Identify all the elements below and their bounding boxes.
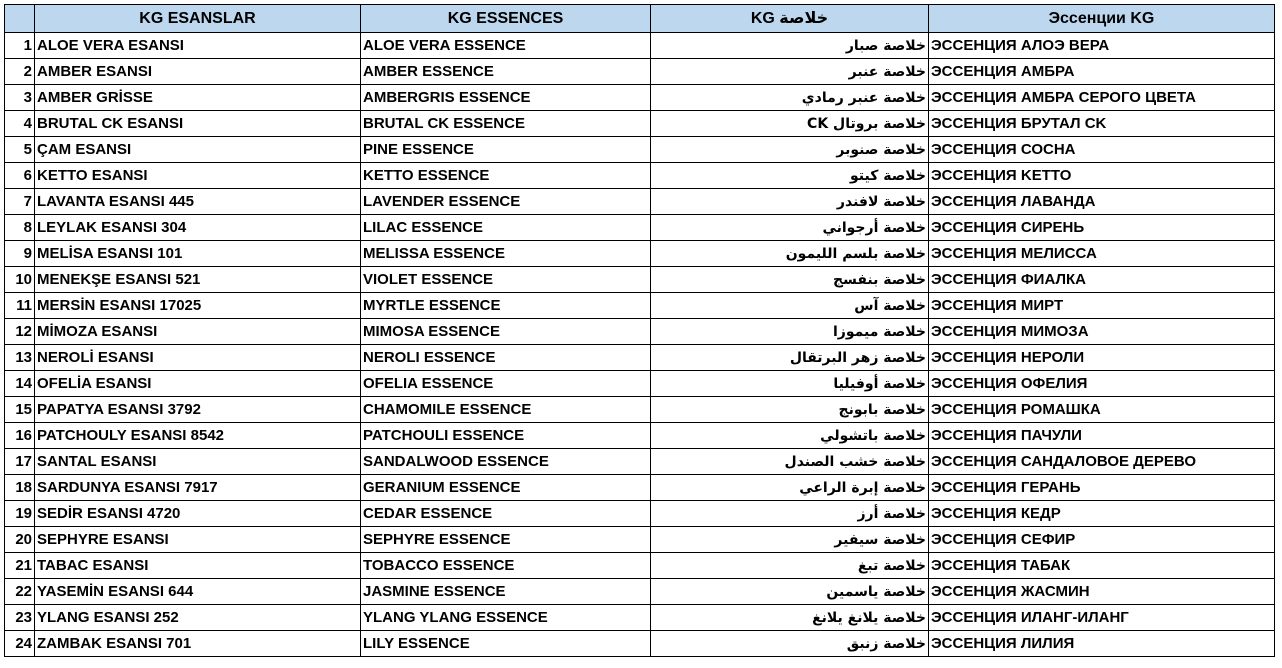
header-ar: KG خلاصة: [651, 5, 929, 33]
cell-english[interactable]: MELISSA ESSENCE: [361, 241, 651, 267]
table-row: [5, 475, 1275, 501]
table-row: [5, 371, 1275, 397]
header-row: [5, 5, 1275, 33]
row-number[interactable]: 22: [5, 579, 35, 605]
table-row: [5, 293, 1275, 319]
cell-english[interactable]: TOBACCO ESSENCE: [361, 553, 651, 579]
cell-russian[interactable]: ЭССЕНЦИЯ ОФЕЛИЯ: [929, 371, 1275, 397]
row-number[interactable]: 2: [5, 59, 35, 85]
cell-russian[interactable]: ЭССЕНЦИЯ KETTO: [929, 163, 1275, 189]
cell-russian[interactable]: ЭССЕНЦИЯ МИРТ: [929, 293, 1275, 319]
cell-turkish[interactable]: TABAC ESANSI: [35, 553, 361, 579]
cell-arabic[interactable]: خلاصة يلانغ يلانغ: [651, 605, 929, 631]
cell-russian[interactable]: ЭССЕНЦИЯ МИМОЗА: [929, 319, 1275, 345]
cell-english[interactable]: AMBERGRIS ESSENCE: [361, 85, 651, 111]
cell-russian[interactable]: ЭССЕНЦИЯ ЛИЛИЯ: [929, 631, 1275, 657]
cell-arabic[interactable]: خلاصة أرجواني: [651, 215, 929, 241]
table-row: [5, 631, 1275, 657]
cell-arabic[interactable]: خلاصة عنبر: [651, 59, 929, 85]
cell-english[interactable]: KETTO ESSENCE: [361, 163, 651, 189]
table-row: [5, 241, 1275, 267]
cell-russian[interactable]: ЭССЕНЦИЯ АЛОЭ ВЕРА: [929, 33, 1275, 59]
cell-turkish[interactable]: SANTAL ESANSI: [35, 449, 361, 475]
cell-russian[interactable]: ЭССЕНЦИЯ РОМАШКА: [929, 397, 1275, 423]
cell-turkish[interactable]: LEYLAK ESANSI 304: [35, 215, 361, 241]
row-number[interactable]: 24: [5, 631, 35, 657]
table-row: [5, 423, 1275, 449]
cell-turkish[interactable]: KETTO ESANSI: [35, 163, 361, 189]
cell-turkish[interactable]: LAVANTA ESANSI 445: [35, 189, 361, 215]
table-row: [5, 59, 1275, 85]
cell-russian[interactable]: ЭССЕНЦИЯ ИЛАНГ-ИЛАНГ: [929, 605, 1275, 631]
cell-turkish[interactable]: ZAMBAK ESANSI 701: [35, 631, 361, 657]
row-number[interactable]: 10: [5, 267, 35, 293]
cell-arabic[interactable]: خلاصة أوفيليا: [651, 371, 929, 397]
row-number[interactable]: 18: [5, 475, 35, 501]
table-row: [5, 111, 1275, 137]
row-number[interactable]: 1: [5, 33, 35, 59]
cell-english[interactable]: LILY ESSENCE: [361, 631, 651, 657]
cell-russian[interactable]: ЭССЕНЦИЯ КЕДР: [929, 501, 1275, 527]
row-number[interactable]: 8: [5, 215, 35, 241]
row-number[interactable]: 14: [5, 371, 35, 397]
row-number[interactable]: 23: [5, 605, 35, 631]
cell-turkish[interactable]: ALOE VERA ESANSI: [35, 33, 361, 59]
cell-arabic[interactable]: خلاصة بلسم الليمون: [651, 241, 929, 267]
cell-russian[interactable]: ЭССЕНЦИЯ НЕРОЛИ: [929, 345, 1275, 371]
cell-arabic[interactable]: خلاصة زنبق: [651, 631, 929, 657]
table-row: [5, 137, 1275, 163]
cell-russian[interactable]: ЭССЕНЦИЯ САНДАЛОВОЕ ДЕРЕВО: [929, 449, 1275, 475]
row-number[interactable]: 20: [5, 527, 35, 553]
cell-russian[interactable]: ЭССЕНЦИЯ АМБРА СЕРОГО ЦВЕТА: [929, 85, 1275, 111]
cell-english[interactable]: AMBER ESSENCE: [361, 59, 651, 85]
cell-russian[interactable]: ЭССЕНЦИЯ ГЕРАНЬ: [929, 475, 1275, 501]
table-row: [5, 605, 1275, 631]
row-number[interactable]: 6: [5, 163, 35, 189]
cell-english[interactable]: MIMOSA ESSENCE: [361, 319, 651, 345]
table-body: [5, 33, 1275, 657]
header-tr: KG ESANSLAR: [35, 5, 361, 33]
cell-russian[interactable]: ЭССЕНЦИЯ АМБРА: [929, 59, 1275, 85]
row-number[interactable]: 12: [5, 319, 35, 345]
cell-arabic[interactable]: خلاصة ياسمين: [651, 579, 929, 605]
table-row: [5, 397, 1275, 423]
cell-arabic[interactable]: خلاصة بروتال CK: [651, 111, 929, 137]
essences-table: [4, 4, 1275, 657]
table-row: [5, 163, 1275, 189]
row-number[interactable]: 7: [5, 189, 35, 215]
row-number[interactable]: 5: [5, 137, 35, 163]
cell-russian[interactable]: ЭССЕНЦИЯ ПАЧУЛИ: [929, 423, 1275, 449]
cell-english[interactable]: CEDAR ESSENCE: [361, 501, 651, 527]
cell-turkish[interactable]: AMBER GRİSSE: [35, 85, 361, 111]
row-number[interactable]: 21: [5, 553, 35, 579]
cell-english[interactable]: NEROLI ESSENCE: [361, 345, 651, 371]
header-en: KG ESSENCES: [361, 5, 651, 33]
cell-english[interactable]: CHAMOMILE ESSENCE: [361, 397, 651, 423]
cell-arabic[interactable]: خلاصة آس: [651, 293, 929, 319]
cell-russian[interactable]: ЭССЕНЦИЯ ТАБАК: [929, 553, 1275, 579]
table-row: [5, 449, 1275, 475]
cell-arabic[interactable]: خلاصة تبغ: [651, 553, 929, 579]
cell-turkish[interactable]: YASEMİN ESANSI 644: [35, 579, 361, 605]
cell-turkish[interactable]: MENEKŞE ESANSI 521: [35, 267, 361, 293]
table-row: [5, 85, 1275, 111]
header-corner-cell: [5, 5, 35, 33]
cell-english[interactable]: LAVENDER ESSENCE: [361, 189, 651, 215]
cell-russian[interactable]: ЭССЕНЦИЯ СОСНА: [929, 137, 1275, 163]
row-number[interactable]: 9: [5, 241, 35, 267]
cell-turkish[interactable]: SARDUNYA ESANSI 7917: [35, 475, 361, 501]
cell-turkish[interactable]: SEPHYRE ESANSI: [35, 527, 361, 553]
table-row: [5, 501, 1275, 527]
table-row: [5, 527, 1275, 553]
cell-english[interactable]: SANDALWOOD ESSENCE: [361, 449, 651, 475]
row-number[interactable]: 16: [5, 423, 35, 449]
cell-english[interactable]: PATCHOULI ESSENCE: [361, 423, 651, 449]
cell-russian[interactable]: ЭССЕНЦИЯ ЛАВАНДА: [929, 189, 1275, 215]
cell-arabic[interactable]: خلاصة كيتو: [651, 163, 929, 189]
cell-arabic[interactable]: خلاصة بابونج: [651, 397, 929, 423]
table-row: [5, 579, 1275, 605]
cell-turkish[interactable]: PATCHOULY ESANSI 8542: [35, 423, 361, 449]
table-row: [5, 33, 1275, 59]
row-number[interactable]: 11: [5, 293, 35, 319]
cell-turkish[interactable]: YLANG ESANSI 252: [35, 605, 361, 631]
cell-english[interactable]: LILAC ESSENCE: [361, 215, 651, 241]
cell-arabic[interactable]: خلاصة ميموزا: [651, 319, 929, 345]
cell-russian[interactable]: ЭССЕНЦИЯ МЕЛИССА: [929, 241, 1275, 267]
cell-english[interactable]: BRUTAL CK ESSENCE: [361, 111, 651, 137]
table-row: [5, 319, 1275, 345]
cell-english[interactable]: PINE ESSENCE: [361, 137, 651, 163]
cell-turkish[interactable]: OFELİA ESANSI: [35, 371, 361, 397]
cell-russian[interactable]: ЭССЕНЦИЯ ЖАСМИН: [929, 579, 1275, 605]
cell-arabic[interactable]: خلاصة بنفسج: [651, 267, 929, 293]
table-row: [5, 215, 1275, 241]
cell-turkish[interactable]: PAPATYA ESANSI 3792: [35, 397, 361, 423]
cell-turkish[interactable]: MELİSA ESANSI 101: [35, 241, 361, 267]
cell-turkish[interactable]: SEDİR ESANSI 4720: [35, 501, 361, 527]
cell-arabic[interactable]: خلاصة لافندر: [651, 189, 929, 215]
cell-english[interactable]: VIOLET ESSENCE: [361, 267, 651, 293]
table-row: [5, 553, 1275, 579]
cell-russian[interactable]: ЭССЕНЦИЯ СЕФИР: [929, 527, 1275, 553]
cell-english[interactable]: GERANIUM ESSENCE: [361, 475, 651, 501]
table-row: [5, 267, 1275, 293]
cell-english[interactable]: ALOE VERA ESSENCE: [361, 33, 651, 59]
cell-arabic[interactable]: خلاصة زهر البرتقال: [651, 345, 929, 371]
cell-english[interactable]: JASMINE ESSENCE: [361, 579, 651, 605]
cell-english[interactable]: OFELIA ESSENCE: [361, 371, 651, 397]
row-number[interactable]: 17: [5, 449, 35, 475]
row-number[interactable]: 15: [5, 397, 35, 423]
cell-turkish[interactable]: NEROLİ ESANSI: [35, 345, 361, 371]
cell-turkish[interactable]: MİMOZA ESANSI: [35, 319, 361, 345]
cell-turkish[interactable]: ÇAM ESANSI: [35, 137, 361, 163]
cell-arabic[interactable]: خلاصة عنبر رمادي: [651, 85, 929, 111]
row-number[interactable]: 4: [5, 111, 35, 137]
cell-arabic[interactable]: خلاصة سيفير: [651, 527, 929, 553]
cell-turkish[interactable]: BRUTAL CK ESANSI: [35, 111, 361, 137]
table-row: [5, 189, 1275, 215]
cell-arabic[interactable]: خلاصة أرز: [651, 501, 929, 527]
cell-russian[interactable]: ЭССЕНЦИЯ ФИАЛКА: [929, 267, 1275, 293]
cell-english[interactable]: MYRTLE ESSENCE: [361, 293, 651, 319]
cell-arabic[interactable]: خلاصة خشب الصندل: [651, 449, 929, 475]
row-number[interactable]: 19: [5, 501, 35, 527]
cell-arabic[interactable]: خلاصة صنوبر: [651, 137, 929, 163]
cell-arabic[interactable]: خلاصة صبار: [651, 33, 929, 59]
table-row: [5, 345, 1275, 371]
cell-turkish[interactable]: MERSİN ESANSI 17025: [35, 293, 361, 319]
header-ru: Эссенции KG: [929, 5, 1275, 33]
cell-russian[interactable]: ЭССЕНЦИЯ СИРЕНЬ: [929, 215, 1275, 241]
row-number[interactable]: 3: [5, 85, 35, 111]
cell-arabic[interactable]: خلاصة إبرة الراعي: [651, 475, 929, 501]
cell-russian[interactable]: ЭССЕНЦИЯ БРУТАЛ CK: [929, 111, 1275, 137]
cell-english[interactable]: SEPHYRE ESSENCE: [361, 527, 651, 553]
cell-turkish[interactable]: AMBER ESANSI: [35, 59, 361, 85]
cell-arabic[interactable]: خلاصة باتشولي: [651, 423, 929, 449]
row-number[interactable]: 13: [5, 345, 35, 371]
cell-english[interactable]: YLANG YLANG ESSENCE: [361, 605, 651, 631]
